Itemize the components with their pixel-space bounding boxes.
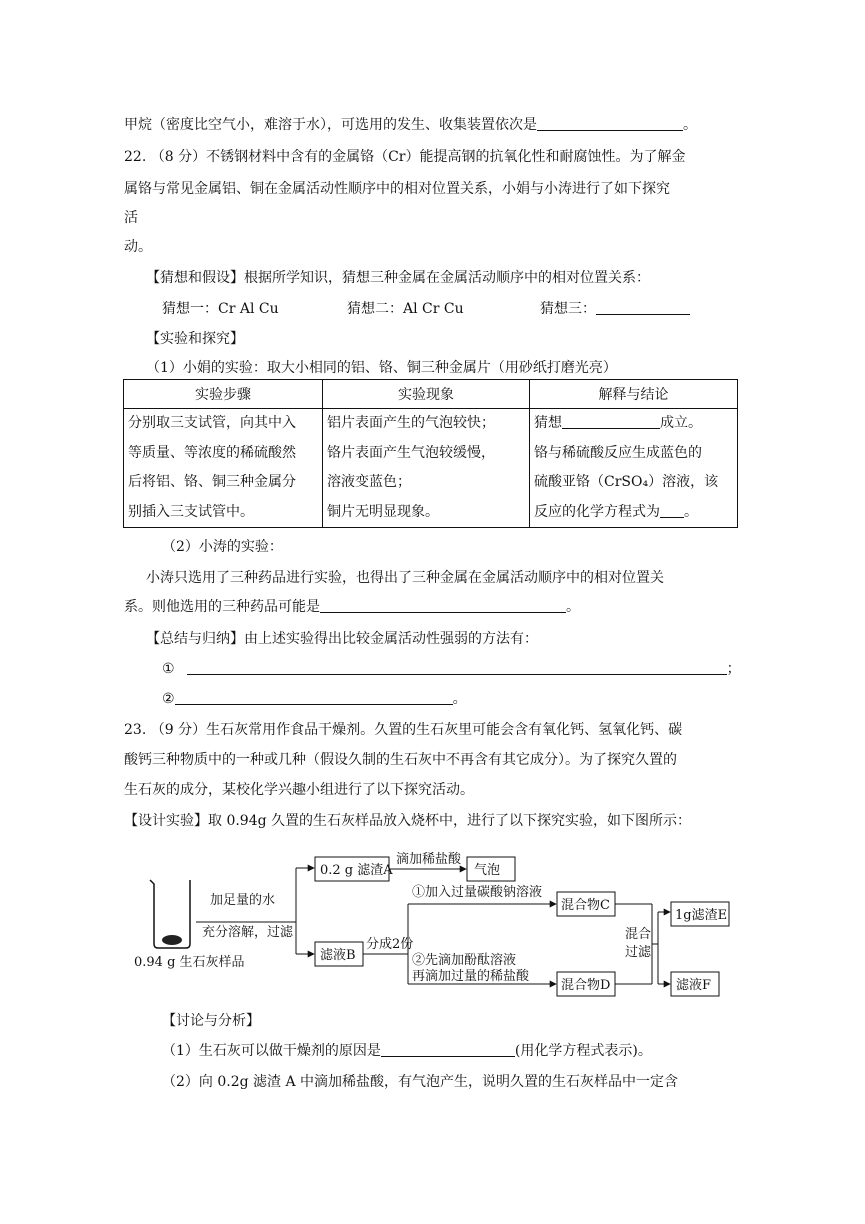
experiment-table: [123, 379, 738, 528]
part2-text-a: 小涛只选用了三种药品进行实验，也得出了三种金属在金属活动顺序中的相对位置关: [146, 570, 664, 586]
bubbles-label: 气泡: [474, 863, 501, 878]
dissolve-filter-label: 充分溶解，过滤: [202, 925, 294, 940]
steps-line: 别插入三支试管中。: [128, 503, 254, 520]
mixture-c-label: 混合物C: [561, 898, 610, 913]
steps-cell: [124, 409, 323, 528]
hypothesis-heading: 【猜想和假设】根据所学知识，猜想三种金属在金属活动顺序中的相对位置关系：: [146, 270, 650, 286]
steps-line: 后将铝、铬、铜三种金属分: [128, 474, 296, 490]
summary-item-2: [162, 690, 467, 708]
residue-a-label: 0.2 g 滤渣A: [320, 863, 393, 878]
answer-blank-method-1[interactable]: [187, 660, 727, 675]
phenomena-line: 铝片表面产生的气泡较快；: [327, 415, 495, 431]
add-hcl-label: 滴加稀盐酸: [396, 852, 462, 867]
phenomena-line: 铬片表面产生气泡较缓慢，: [327, 444, 495, 461]
q23-heading: 23. （9 分）生石灰常用作食品干燥剂。久置的生石灰里可能会含有氧化钙、氢氧化钙、碳: [124, 722, 683, 738]
conclusion-guess-label: 猜想: [534, 415, 562, 431]
part1-intro: （1）小娟的实验：取大小相同的铝、铬、铜三种金属片（用砂纸打磨光亮）: [146, 360, 617, 376]
part2-text-b-label: 系。则他选用的三种药品可能是: [124, 599, 320, 615]
experiment-flow-diagram: [130, 850, 736, 998]
answer-blank-method-2[interactable]: [175, 690, 453, 705]
header-steps: 实验步骤: [124, 380, 323, 409]
part2-heading: （2）小涛的实验：: [162, 539, 283, 555]
filtrate-f-label: 滤液F: [676, 978, 712, 993]
q23-line2: 酸钙三种物质中的一种或几种（假设久制的生石灰中不再含有其它成分）。为了探究久置的: [124, 752, 677, 768]
equation-end: 。: [684, 503, 698, 520]
q22-line4: 动。: [124, 239, 152, 255]
sample-label: 0.94 g 生石灰样品: [134, 955, 245, 970]
residue-e-label: 1g滤渣E: [675, 908, 728, 923]
step-1-label: ①加入过量碳酸钠溶液: [412, 885, 543, 900]
conclusion-line: 铬与稀硫酸反应生成蓝色的: [534, 444, 702, 461]
conclusion-line: [530, 409, 737, 439]
part2-text-b: [124, 598, 580, 616]
conclusion-cell: [530, 409, 738, 528]
phenomena-line: 铜片无明显现象。: [327, 503, 439, 520]
mix-label-2: 过滤: [625, 945, 652, 960]
summary-heading: 【总结与归纳】由上述实验得出比较金属活动性强弱的方法有：: [146, 631, 538, 647]
mixture-d-label: 混合物D: [561, 978, 611, 993]
steps-line: 等质量、等浓度的稀硫酸然: [128, 444, 296, 461]
experiment-heading: 【实验和探究】: [146, 331, 244, 347]
split-label: 分成2份: [366, 937, 414, 952]
q22-line2: 属铬与常见金属铝、铜在金属活动性顺序中的相对位置关系，小娟与小涛进行了如下探究: [124, 181, 670, 197]
q23-line3: 生石灰的成分，某校化学兴趣小组进行了以下探究活动。: [124, 782, 474, 798]
phenomena-cell: [323, 409, 530, 528]
guess-3-line: [540, 300, 690, 318]
design-heading: 【设计实验】取 0.94g 久置的生石灰样品放入烧杯中，进行了以下探究实验，如下图所示：: [124, 813, 692, 829]
phenomena-line: 溶液变蓝色；: [327, 474, 411, 490]
step-2b-label: 再滴加过量的稀盐酸: [412, 969, 530, 984]
answer-blank-guess-result[interactable]: [562, 414, 660, 429]
answer-blank-reagents[interactable]: [320, 598, 566, 613]
discussion-1-end: (用化学方程式表示)。: [514, 1043, 652, 1059]
beaker-icon: [150, 880, 190, 948]
summary-end-2: 。: [452, 691, 467, 707]
discussion-heading: 【讨论与分析】: [162, 1013, 260, 1029]
answer-blank-apparatus[interactable]: [537, 116, 683, 131]
methane-text: 甲烷（密度比空气小，难溶于水），可选用的发生、收集装置依次是: [124, 117, 537, 133]
summary-marker-2: ②: [162, 691, 175, 707]
summary-marker-1: ①: [162, 661, 175, 677]
q22-line3: 活: [124, 210, 138, 226]
guess-2: 猜想二：Al Cr Cu: [347, 301, 464, 317]
summary-item-1: [162, 660, 741, 678]
part2-text-b-end: 。: [566, 599, 580, 615]
step-2a-label: ②先滴加酚酞溶液: [412, 953, 517, 968]
equation-label: 反应的化学方程式为: [534, 503, 660, 520]
header-phenomena: 实验现象: [323, 380, 530, 409]
discussion-1: [162, 1042, 652, 1060]
answer-blank-guess3[interactable]: [596, 300, 690, 315]
discussion-1-text: （1）生石灰可以做干燥剂的原因是: [162, 1043, 381, 1059]
guess-3: 猜想三：: [540, 301, 596, 317]
conclusion-holds: 成立。: [660, 415, 702, 431]
header-conclusion: 解释与结论: [530, 380, 738, 409]
steps-line: 分别取三支试管，向其中入: [128, 415, 296, 431]
answer-blank-equation[interactable]: [660, 503, 684, 518]
guess-1: 猜想一：Cr Al Cu: [162, 301, 279, 317]
line-methane: [124, 116, 697, 134]
conclusion-line: 硫酸亚铬（CrSO₄）溶液，该: [534, 474, 719, 490]
methane-end: 。: [683, 117, 697, 133]
answer-blank-desiccant-equation[interactable]: [381, 1042, 515, 1057]
filtrate-b-label: 滤液B: [320, 948, 356, 963]
q22-heading: 22. （8 分）不锈钢材料中含有的金属铬（Cr）能提高钢的抗氧化性和耐腐蚀性。为了解金: [124, 149, 686, 165]
mix-label-1: 混合: [625, 927, 652, 942]
summary-end-1: ；: [726, 661, 741, 677]
conclusion-line: [530, 498, 737, 528]
discussion-2: （2）向 0.2g 滤渣 A 中滴加稀盐酸，有气泡产生，说明久置的生石灰样品中一定含: [162, 1074, 679, 1090]
add-water-label: 加足量的水: [210, 893, 276, 908]
